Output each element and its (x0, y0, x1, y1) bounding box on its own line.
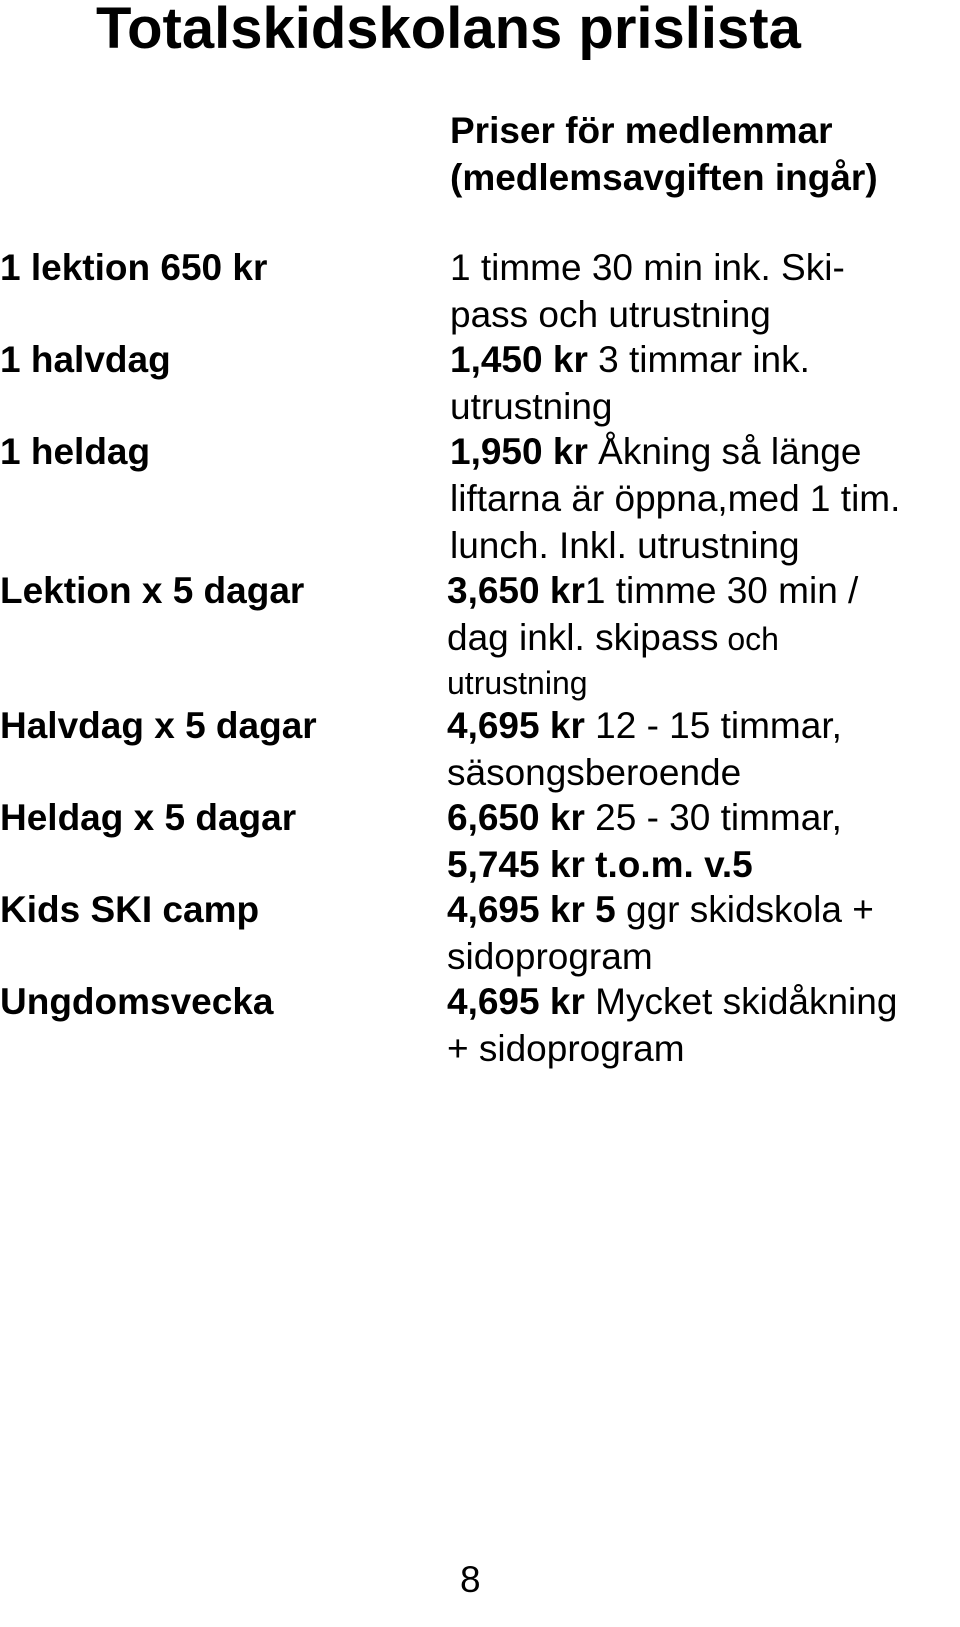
page-number: 8 (460, 1559, 481, 1600)
description-line: 5,745 kr t.o.m. v.5 (447, 844, 753, 885)
description-line: 1 timme 30 min ink. Ski- (450, 247, 845, 288)
description-line: pass och utrustning (450, 294, 771, 335)
row-label: 1 lektion 650 kr (0, 247, 268, 288)
description-line: 1,950 kr Åkning så länge (450, 431, 862, 472)
row-description (450, 428, 960, 569)
price-column-header (450, 107, 878, 201)
description-line: utrustning (447, 665, 588, 701)
description-line: lunch. Inkl. utrustning (450, 525, 800, 566)
page-title: Totalskidskolans prislista (96, 0, 801, 61)
header-line-2: (medlemsavgiften ingår) (450, 157, 878, 198)
description-line: 1,450 kr 3 timmar ink. (450, 339, 810, 380)
row-description (447, 567, 957, 703)
row-label: Kids SKI camp (0, 889, 260, 930)
row-label: Lektion x 5 dagar (0, 570, 305, 611)
row-description (450, 336, 960, 430)
header-line-1: Priser för medlemmar (450, 110, 833, 151)
row-label: Ungdomsvecka (0, 981, 274, 1022)
row-label: Heldag x 5 dagar (0, 797, 297, 838)
row-label: 1 heldag (0, 431, 151, 472)
row-description (447, 886, 957, 980)
row-description (447, 794, 957, 888)
description-line: + sidoprogram (447, 1028, 685, 1069)
description-line: dag inkl. skipass och (447, 617, 779, 658)
description-line: 4,695 kr Mycket skidåkning (447, 981, 898, 1022)
description-line: sidoprogram (447, 936, 653, 977)
row-description (450, 244, 960, 338)
description-line: 3,650 kr1 timme 30 min / (447, 570, 859, 611)
row-label: 1 halvdag (0, 339, 171, 380)
description-line: utrustning (450, 386, 613, 427)
description-line: säsongsberoende (447, 752, 742, 793)
description-line: 4,695 kr 5 ggr skidskola + (447, 889, 874, 930)
row-label: Halvdag x 5 dagar (0, 705, 317, 746)
description-line: liftarna är öppna,med 1 tim. (450, 478, 901, 519)
row-description (447, 702, 957, 796)
row-description (447, 978, 957, 1072)
description-line: 6,650 kr 25 - 30 timmar, (447, 797, 842, 838)
description-line: 4,695 kr 12 - 15 timmar, (447, 705, 842, 746)
